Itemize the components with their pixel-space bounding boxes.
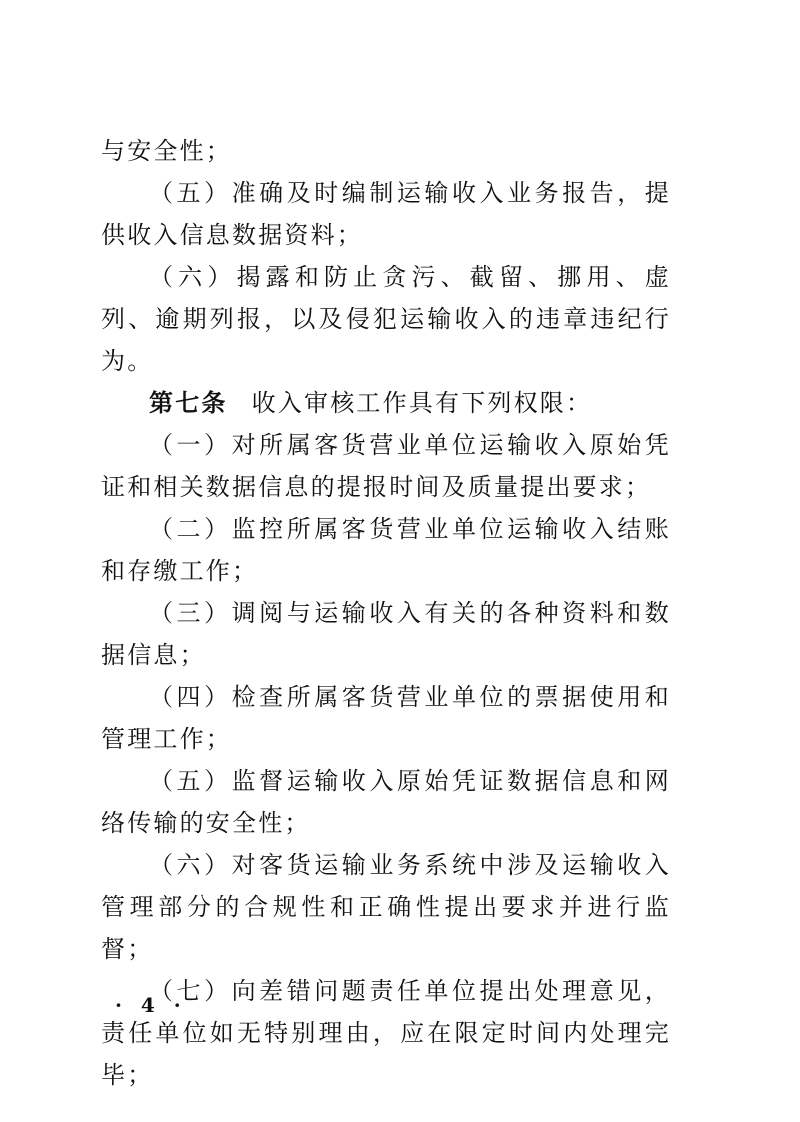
list-item: （六）对客货运输业务系统中涉及运输收入管理部分的合规性和正确性提出要求并进行监督； <box>101 851 671 963</box>
list-item: （一）对所属客货营业单位运输收入原始凭证和相关数据信息的提报时间及质量提出要求； <box>101 431 671 501</box>
list-item: （四）检查所属客货营业单位的票据使用和管理工作； <box>101 683 671 753</box>
list-item: （二）监控所属客货营业单位运输收入结账和存缴工作； <box>101 515 671 585</box>
paragraph-item-5: （五）准确及时编制运输收入业务报告，提供收入信息数据资料； <box>101 179 671 249</box>
article-number: 第七条 <box>149 388 228 417</box>
article-text: 收入审核工作具有下列权限： <box>251 389 593 417</box>
list-item: （五）监督运输收入原始凭证数据信息和网络传输的安全性； <box>101 767 671 837</box>
list-item: （三）调阅与运输收入有关的各种资料和数据信息； <box>101 599 671 669</box>
paragraph-continued: 与安全性； <box>101 137 232 165</box>
paragraph-item-6: （六）揭露和防止贪污、截留、挪用、虚列、逾期列报，以及侵犯运输收入的违章违纪行为。 <box>101 263 671 375</box>
page-number: · 4 · <box>115 993 187 1017</box>
document-body <box>101 130 671 1096</box>
article-heading <box>101 382 671 424</box>
list-item: （七）向差错问题责任单位提出处理意见，责任单位如无特别理由，应在限定时间内处理完毕； <box>101 977 671 1089</box>
